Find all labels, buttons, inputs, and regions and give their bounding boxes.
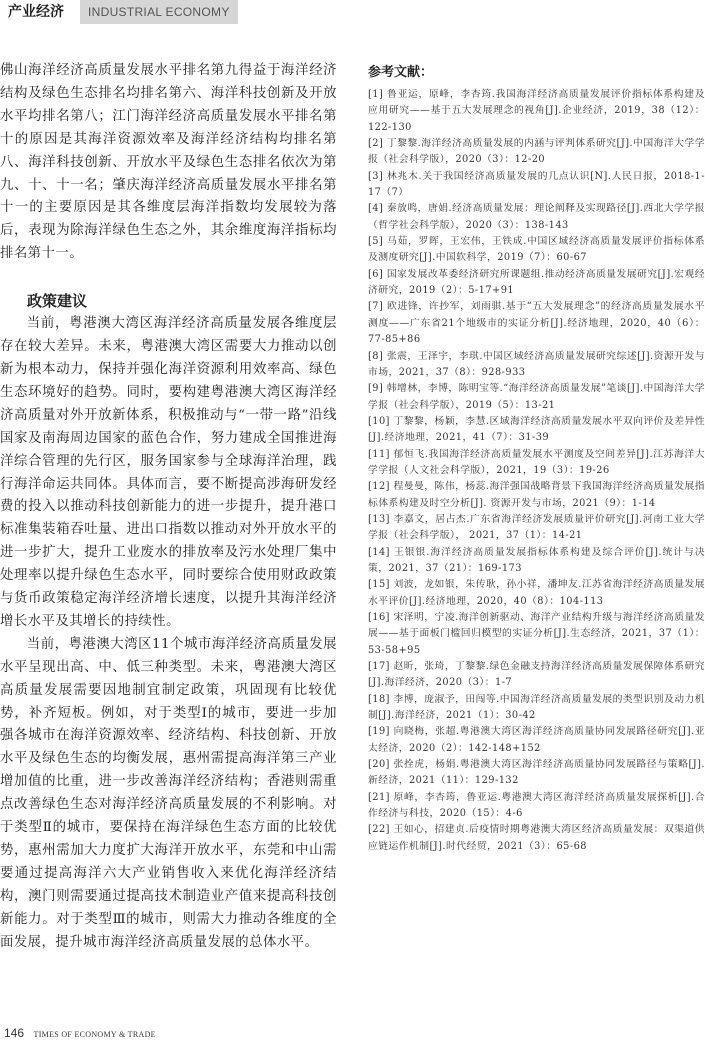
body-paragraph-2: 当前，粤港澳大湾区海洋经济高质量发展各维度层存在较大差异。未来，粤港澳大湾区需要大力推动以创新为根本动力，保持并强化海洋资源利用效率高、绿色生态环境好的趋势。同时，要构建粤港澳大湾区海洋经济高质量对外开放新体系，积极推动与“一带一路”沿线国家及南海周边国家的蓝色合作，努力建成全国推进海洋综合管理的先行区，服务国家参与全球海洋治理，践行海洋命运共同体。具体而言，要不断提高涉海研发经费的投入以推动科技创新能力的进一步提升，提升港口标准集装箱吞吐量、进出口指数以推动对外开放水平的进一步扩大，提升工业废水的排放率及污水处理厂集中处理率以提升绿色生态水平，同时要综合使用财政政策与货币政策稳定海洋经济增长速度，以提升其海洋经济增长水平及其增长的持续性。 [0, 316, 337, 629]
page-number: 146 [4, 1026, 25, 1040]
body-paragraph-1: 佛山海洋经济高质量发展水平排名第九得益于海洋经济结构及绿色生态排名均排名第六、海洋科技创新及开放水平均排名第八；江门海洋经济高质量发展水平排名第十的原因是其海洋资源效率及海洋经济结构均排名第八、海洋科技创新、开放水平及绿色生态排名依次为第九、十、十一名；肇庆海洋经济高质量发展水平排名第十一的主要原因是其各维度层海洋指数均发展较为落后，表现为除海洋绿色生态之外，其余维度海洋指标均排名第十一。 [0, 63, 337, 262]
reference-item: [11] 郁恒飞.我国海洋经济高质量发展水平测度及空间差异[J].江苏海洋大学学报（人文社会科学版），2021，19（3）：19-26 [368, 448, 705, 476]
page-header [0, 0, 705, 24]
reference-item: [3] 林兆木.关于我国经济高质量发展的几点认识[N].人民日报，2018-1-17（7） [368, 170, 705, 199]
body-paragraph-3: 当前，粤港澳大湾区11个城市海洋经济高质量发展水平呈现出高、中、低三种类型。未来，粤港澳大湾区高质量发展需要因地制宜制定政策，巩固现有比较优势，补齐短板。例如，对于类型Ⅰ的城市，要进一步加强各城市在海洋资源效率、经济结构、科技创新、开放水平及绿色生态的均衡发展，惠州需提高海洋第三产业增加值的比重，进一步改善海洋经济结构；香港则需重点改善绿色生态对海洋经济高质量发展的不利影响。对于类型Ⅱ的城市，要保持在海洋绿色生态方面的比较优势，惠州需加大力度扩大海洋开放水平，东莞和中山需要通过提高海洋六大产业销售收入来优化海洋经济结构，澳门则需要通过提高技术制造业产值来提高科技创新能力。对于类型Ⅲ的城市，则需大力推动各维度的全面发展，提升城市海洋经济高质量发展的总体水平。 [0, 636, 337, 950]
magazine-name: TIMES OF ECONOMY & TRADE [33, 1030, 156, 1039]
reference-item: [4] 秦放鸣，唐娟.经济高质量发展：理论阐释及实现路径[J].西北大学学报（哲学社会科学版），2020（3）：138-143 [368, 203, 705, 231]
reference-item: [22] 王如心，招建贞.后疫情时期粤港澳大湾区经济高质量发展：双渠道供应链运作机制[J].时代经贸，2021（3）：65-68 [368, 824, 705, 852]
reference-item: [15] 刘波，龙如银，朱传耿，孙小祥，潘坤友.江苏省海洋经济高质量发展水平评价[J].经济地理，2020，40（8）：104-113 [368, 579, 705, 607]
reference-item: [2] 丁黎黎.海洋经济高质量发展的内涵与评判体系研究[J].中国海洋大学学报（社会科学版），2020（3）：12-20 [368, 138, 705, 166]
reference-item: [8] 张震，王泽宇，李琪.中国区域经济高质量发展研究综述[J].资源开发与市场，2021，37（8）：928-933 [368, 350, 705, 378]
reference-item: [14] 王银银.海洋经济高质量发展指标体系构建及综合评价[J].统计与决策，2021，37（21）：169-173 [368, 546, 705, 574]
section-heading: 政策建议 [27, 292, 88, 311]
reference-item: [12] 程曼曼，陈伟，杨蕊.海洋强国战略背景下我国海洋经济高质量发展指标体系构建及时空分析[J]. 资源开发与市场，2021（9）：1-14 [368, 481, 705, 509]
section-label-en: INDUSTRIAL ECONOMY [80, 0, 238, 24]
reference-item: [9] 韩增林，李博，陈明宝等.“海洋经济高质量发展”笔谈[J].中国海洋大学学报（社会科学版），2019（5）：13-21 [368, 383, 705, 411]
reference-item: [6] 国家发展改革委经济研究所课题组.推动经济高质量发展研究[J].宏观经济研究，2019（2）：5-17+91 [368, 268, 705, 297]
references-title: 参考文献： [368, 65, 434, 80]
reference-item: [10] 丁黎黎，杨颖，李慧.区域海洋经济高质量发展水平双向评价及差异性[J].经济地理，2021，41（7）：31-39 [368, 415, 705, 444]
references-column [368, 62, 705, 855]
reference-item: [5] 马茹，罗晖，王宏伟，王铁成.中国区域经济高质量发展评价指标体系及测度研究[J].中国软科学，2019（7）：60-67 [368, 236, 705, 264]
section-label: 产业经济 [8, 4, 64, 20]
left-column [0, 60, 337, 955]
reference-item: [18] 李博，庞淑予，田闯等.中国海洋经济高质量发展的类型识别及动力机制[J].海洋经济，2021（1）：30-42 [368, 693, 705, 722]
reference-item: [21] 原峰，李杏筠，鲁亚运.粤港澳大湾区海洋经济高质量发展探析[J].合作经济与科技，2020（15）：4-6 [368, 791, 705, 820]
reference-item: [20] 张拴虎，杨娟.粤港澳大湾区海洋经济高质量协同发展路径与策略[J].新经济，2021（11）：129-132 [368, 759, 705, 787]
reference-item: [13] 李嘉文，居占杰.广东省海洋经济发展质量评价研究[J].河南工业大学学报（社会科学版）， 2021，37（1）：14-21 [368, 513, 705, 542]
reference-item: [7] 欧进锋，许抄军，刘雨骐.基于“五大发展理念”的经济高质量发展水平测度——广东省21个地级市的实证分析[J].经济地理，2020，40（6）：77-85+86 [368, 301, 705, 346]
reference-item: [16] 宋泽明，宁凌.海洋创新驱动、海洋产业结构升级与海洋经济高质量发展——基于面板门槛回归模型的实证分析[J].生态经济，2021，37（1）：53-58+95 [368, 612, 705, 656]
reference-item: [17] 赵昕，张琦，丁黎黎.绿色金融支持海洋经济高质量发展保障体系研究[J].海洋经济，2020（3）：1-7 [368, 661, 705, 689]
reference-item: [19] 向晓梅，张超.粤港澳大湾区海洋经济高质量协同发展路径研究[J].亚太经济，2020（2）：142-148+152 [368, 726, 705, 754]
reference-item: [1] 鲁亚运，原峰，李杏筠.我国海洋经济高质量发展评价指标体系构建及应用研究——基于五大发展理念的视角[J].企业经济，2019，38（12）：122-130 [368, 89, 705, 133]
page-footer [4, 1026, 156, 1042]
